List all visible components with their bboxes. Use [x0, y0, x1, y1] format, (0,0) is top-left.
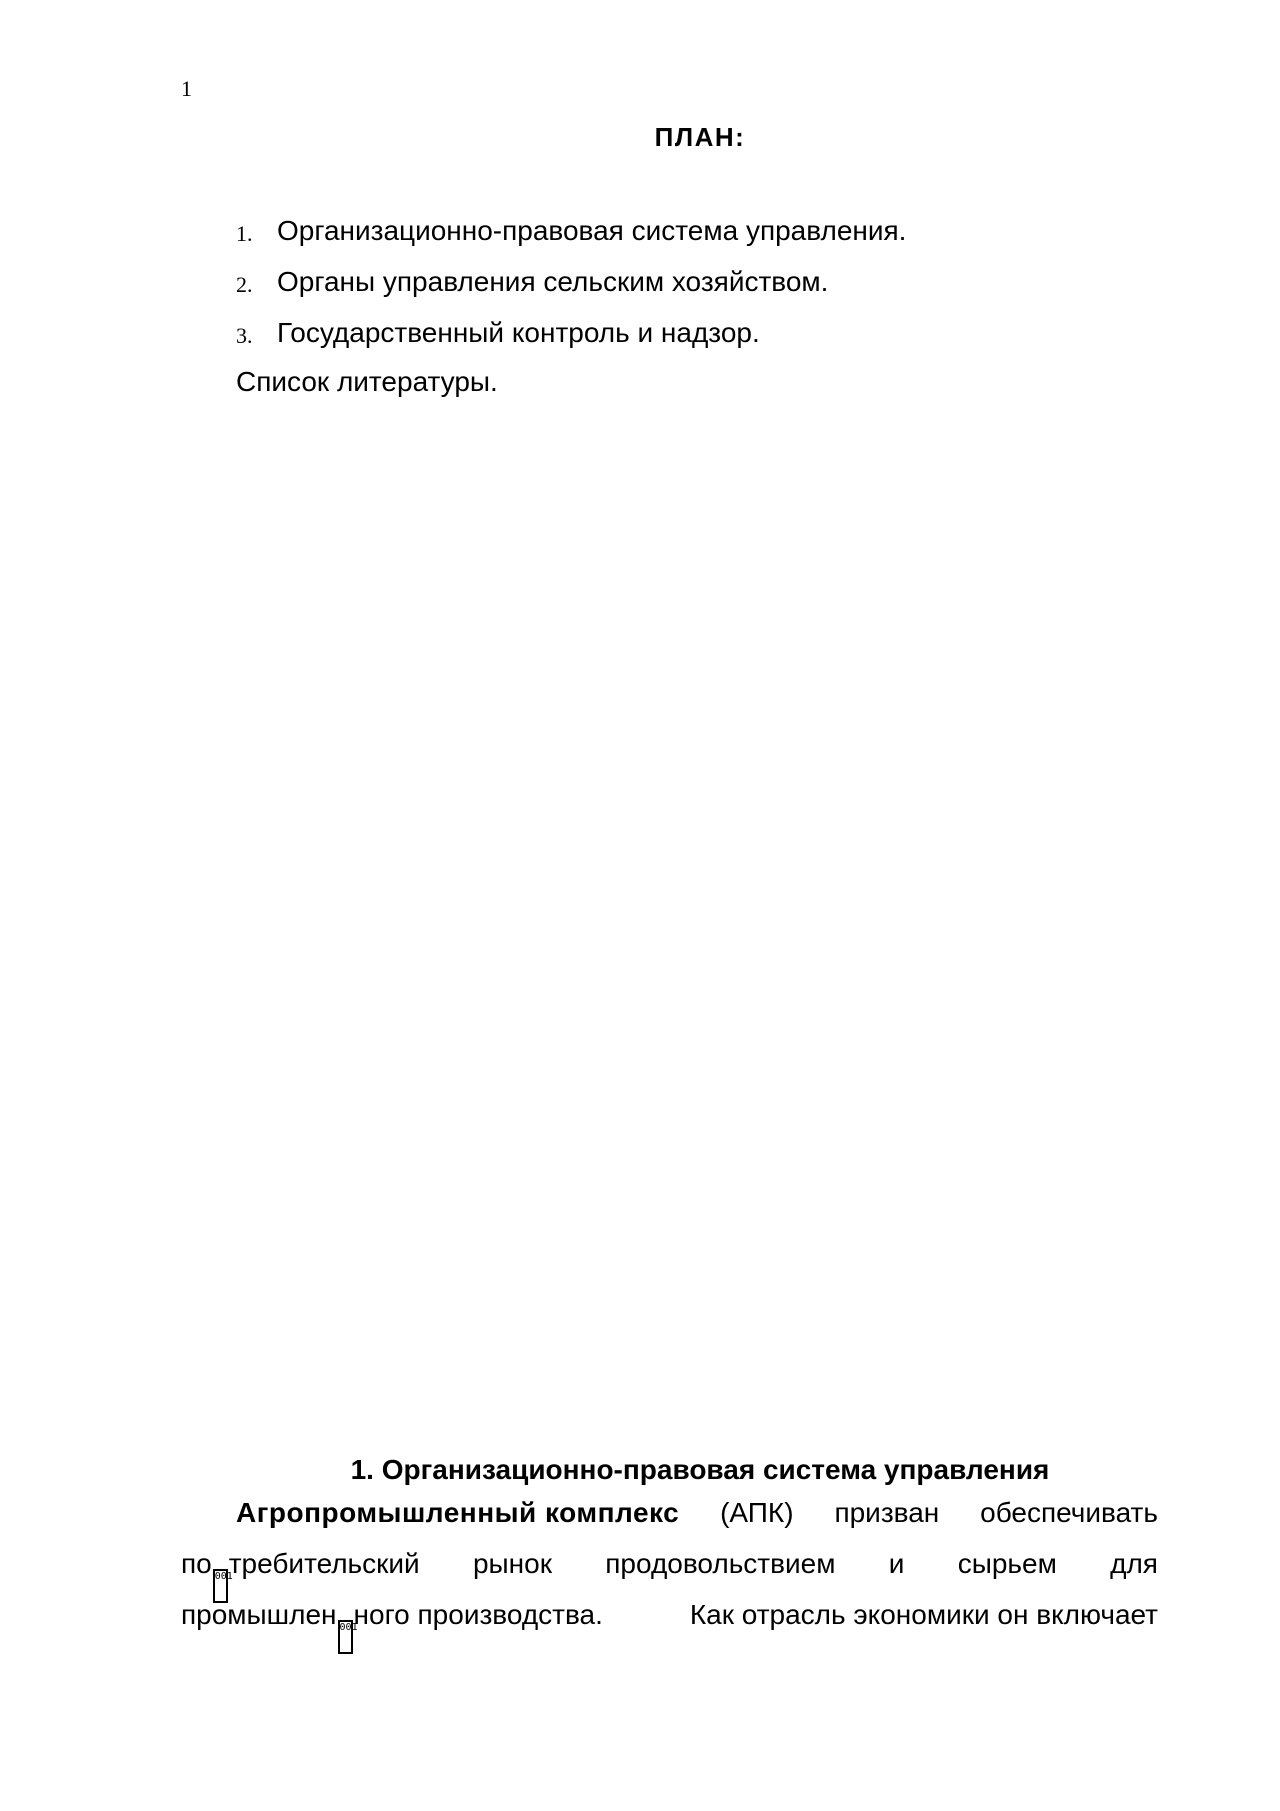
word-part: ного производства.	[353, 1599, 603, 1630]
missing-glyph-icon: 001	[213, 1569, 228, 1603]
missing-glyph-icon: 001	[338, 1620, 353, 1654]
paragraph-line	[181, 1598, 1158, 1649]
section-heading: 1. Организационно-правовая система управления	[350, 1454, 1050, 1485]
word: призван	[834, 1497, 940, 1528]
word-part: промышлен	[181, 1599, 337, 1630]
paragraph-line	[181, 1547, 1158, 1598]
word: и	[888, 1548, 905, 1579]
plan-item-number: 3.	[236, 323, 253, 348]
word: сырьем	[957, 1548, 1057, 1579]
word: (АПК)	[720, 1497, 794, 1528]
word: обеспечивать	[980, 1497, 1158, 1528]
word-part: требительский	[228, 1548, 420, 1579]
plan-item-number: 1.	[236, 221, 253, 246]
word: для	[1110, 1548, 1158, 1579]
bold-term: Агропромышленный комплекс	[236, 1497, 680, 1528]
page-number: 1	[181, 76, 192, 101]
plan-item-text: Органы управления сельским хозяйством.	[277, 266, 829, 297]
plan-item-text: Государственный контроль и надзор.	[277, 317, 760, 348]
plan-item-text: Организационно-правовая система управления.	[277, 215, 907, 246]
plan-item-number: 2.	[236, 272, 253, 297]
word	[181, 1547, 420, 1598]
word	[181, 1598, 603, 1649]
word: продовольствием	[605, 1548, 836, 1579]
plan-title: ПЛАН:	[654, 122, 746, 152]
literature-item: Список литературы.	[236, 366, 498, 397]
paragraph-line	[181, 1496, 1158, 1547]
word-part: по	[181, 1548, 212, 1579]
word: рынок	[472, 1548, 552, 1579]
body-paragraph	[181, 1496, 1158, 1649]
line-rest: Как отрасль экономики он включает	[689, 1599, 1158, 1630]
